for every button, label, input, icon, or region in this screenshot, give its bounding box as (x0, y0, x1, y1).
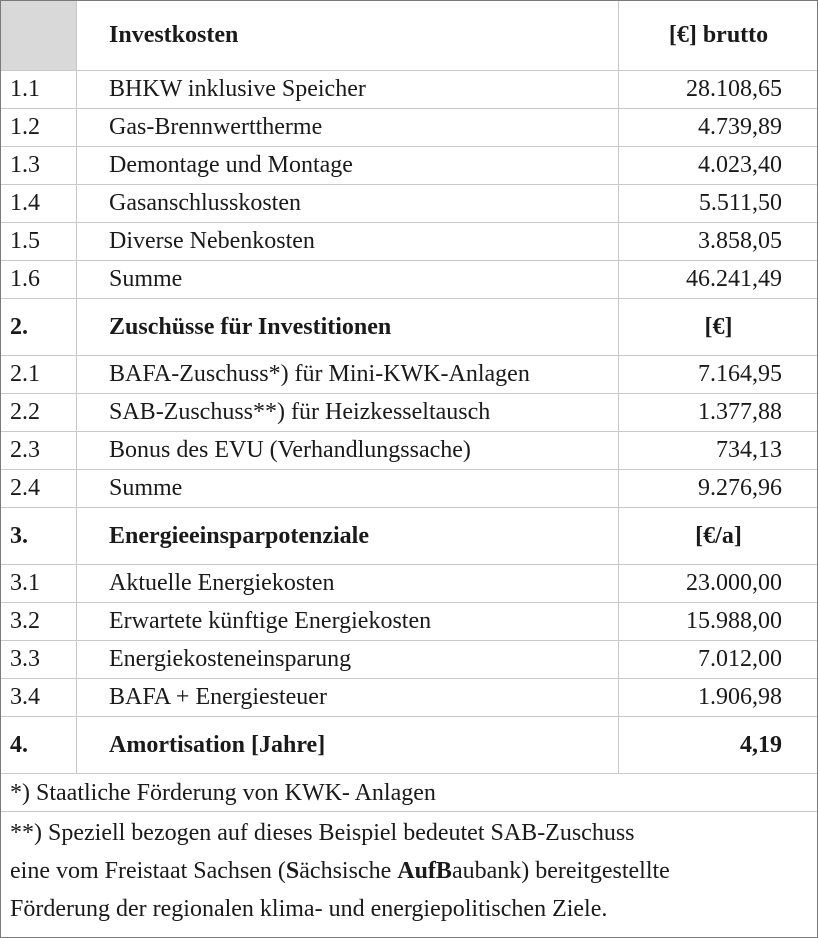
table-row (1, 223, 817, 261)
row-label: BAFA + Energiesteuer (78, 679, 619, 716)
section-header-zuschuesse (1, 299, 817, 356)
table-row (1, 470, 817, 508)
table-row (1, 679, 817, 717)
table-row (1, 603, 817, 641)
row-value: 46.241,49 (686, 266, 782, 292)
unit-label: [€/a] (695, 522, 742, 549)
section-title: Energieeinsparpotenziale (78, 508, 619, 564)
row-number: 1.2 (1, 109, 77, 146)
section-title: Investkosten (78, 1, 619, 70)
row-label: BHKW inklusive Speicher (78, 71, 619, 108)
row-value: 15.988,00 (686, 608, 782, 634)
row-label: Gas-Brennwerttherme (78, 109, 619, 146)
row-label: BAFA-Zuschuss*) für Mini-KWK-Anlagen (78, 356, 619, 393)
row-number: 2.3 (1, 432, 77, 469)
row-value: 4.023,40 (698, 152, 782, 178)
section-header-investkosten (1, 1, 817, 71)
table-row (1, 109, 817, 147)
row-label: Erwartete künftige Energiekosten (78, 603, 619, 640)
row-label: Diverse Nebenkosten (78, 223, 619, 260)
footnote-line (10, 852, 817, 890)
section-number: 4. (1, 717, 77, 773)
row-value: 7.164,95 (698, 361, 782, 387)
row-value: 5.511,50 (698, 190, 782, 216)
footnote-bafa: *) Staatliche Förderung von KWK- Anlagen (1, 774, 817, 812)
footnote-sab (1, 812, 817, 932)
row-value: 734,13 (716, 437, 782, 463)
row-number: 3.1 (1, 565, 77, 602)
abbrev-letter: S (285, 858, 300, 884)
row-label: Summe (78, 261, 619, 298)
header-number-cell (1, 1, 77, 70)
table-row (1, 147, 817, 185)
table-row (1, 71, 817, 109)
row-value: 7.012,00 (698, 646, 782, 672)
section-title: Zuschüsse für Investitionen (78, 299, 619, 355)
row-label: SAB-Zuschuss**) für Heizkesseltausch (78, 394, 619, 431)
amortisation-value: 4,19 (740, 731, 782, 758)
footnote-text: aubank) bereitgestellte (451, 858, 670, 884)
unit-label: [€] brutto (668, 22, 769, 48)
row-number: 3.4 (1, 679, 77, 716)
row-number: 3.3 (1, 641, 77, 678)
section-number: 3. (1, 508, 77, 564)
footnote-line: **) Speziell bezogen auf dieses Beispiel bedeutet SAB-Zuschuss (10, 820, 635, 846)
table-row (1, 261, 817, 299)
row-number: 3.2 (1, 603, 77, 640)
row-number: 1.3 (1, 147, 77, 184)
row-value: 1.906,98 (698, 684, 782, 710)
row-value: 3.858,05 (698, 228, 782, 254)
row-number: 2.4 (1, 470, 77, 507)
row-number: 1.1 (1, 71, 77, 108)
table-row (1, 565, 817, 603)
row-label: Gasanschlusskosten (78, 185, 619, 222)
section-number: 2. (1, 299, 77, 355)
row-number: 1.6 (1, 261, 77, 298)
section-title: Amortisation [Jahre] (78, 717, 619, 773)
row-value: 23.000,00 (686, 570, 782, 596)
section-amortisation (1, 717, 817, 774)
row-number: 2.2 (1, 394, 77, 431)
row-label: Summe (78, 470, 619, 507)
row-label: Bonus des EVU (Verhandlungssache) (78, 432, 619, 469)
abbrev-letter: B (435, 858, 452, 884)
row-label: Demontage und Montage (78, 147, 619, 184)
footnote-line: Förderung der regionalen klima- und energiepolitischen Ziele. (10, 896, 608, 922)
row-number: 1.4 (1, 185, 77, 222)
table-row (1, 394, 817, 432)
row-value: 28.108,65 (686, 76, 782, 102)
row-value: 1.377,88 (698, 399, 782, 425)
row-label: Aktuelle Energiekosten (78, 565, 619, 602)
footnote-text: eine vom Freistaat Sachsen ( (10, 858, 286, 884)
unit-label: [€] (704, 313, 733, 340)
row-number: 2.1 (1, 356, 77, 393)
footnote-text: ächsische (299, 858, 398, 884)
row-number: 1.5 (1, 223, 77, 260)
section-header-energie (1, 508, 817, 565)
table-row (1, 356, 817, 394)
row-value: 4.739,89 (698, 114, 782, 140)
table-row (1, 185, 817, 223)
abbrev-letter: Auf (397, 858, 436, 884)
table-row (1, 641, 817, 679)
row-label: Energiekosteneinsparung (78, 641, 619, 678)
row-value: 9.276,96 (698, 475, 782, 501)
table-row (1, 432, 817, 470)
